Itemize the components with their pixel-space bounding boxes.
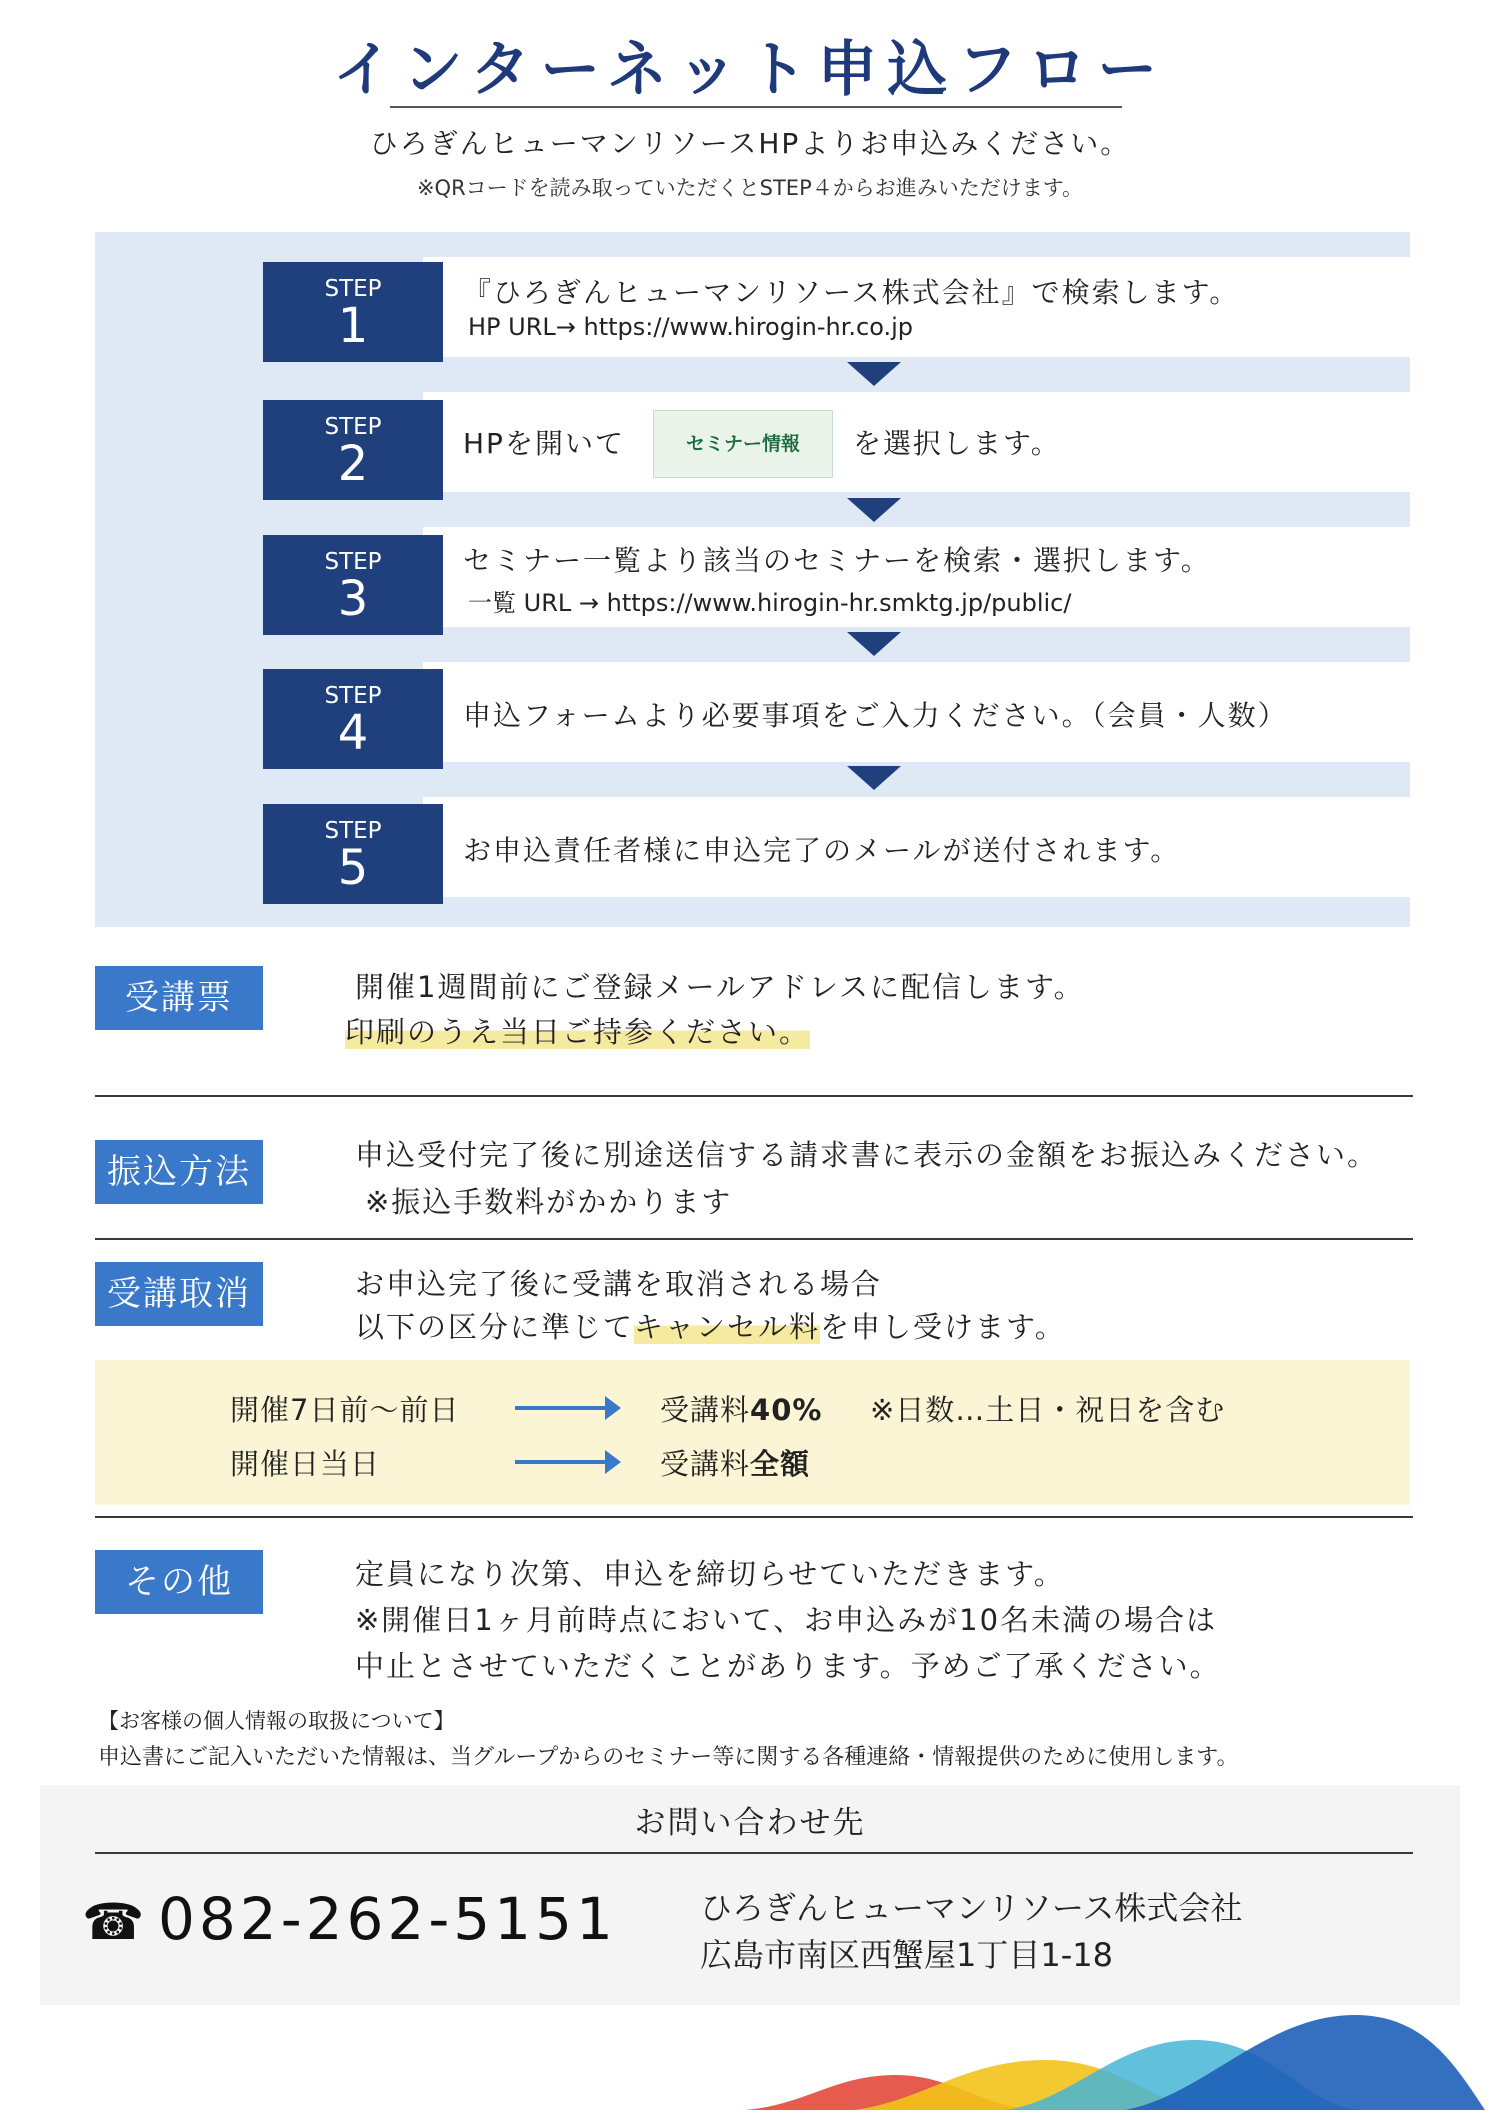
section-divider — [95, 1095, 1413, 1097]
step-4-badge — [263, 669, 443, 769]
other-line-2: ※開催日1ヶ月前時点において、お申込みが10名未満の場合は — [355, 1603, 1218, 1637]
step-number: 5 — [337, 840, 369, 896]
payment-badge: 振込方法 — [95, 1140, 263, 1204]
flow-arrow-icon — [847, 498, 901, 522]
cancel-fee-table — [95, 1360, 1410, 1505]
step-2-text-before: HPを開いて — [463, 427, 625, 460]
fee-value: 40% — [750, 1393, 823, 1427]
step-4-text: 申込フォームより必要事項をご入力ください。（会員・人数） — [463, 699, 1288, 732]
step-1-url[interactable]: HP URL→ https://www.hirogin-hr.co.jp — [468, 313, 914, 341]
step-number: 2 — [337, 436, 369, 492]
cancel-row-1-note: ※日数…土日・祝日を含む — [870, 1393, 1226, 1427]
privacy-heading: 【お客様の個人情報の取扱について】 — [98, 1709, 455, 1733]
fee-value: 全額 — [750, 1447, 811, 1481]
privacy-body: 申込書にご記入いただいた情報は、当グループからのセミナー等に関する各種連絡・情報提供のために使用します。 — [98, 1745, 1239, 1770]
flow-arrow-icon — [847, 362, 901, 386]
step-3-url[interactable]: 一覧 URL → https://www.hirogin-hr.smktg.jp/public/ — [468, 589, 1072, 617]
step-1-badge — [263, 262, 443, 362]
cancel-row-2-when: 開催日当日 — [230, 1447, 381, 1481]
step-label: STEP — [324, 549, 382, 575]
fee-label: 受講料 — [660, 1393, 751, 1427]
cancel-row-1-fee — [660, 1388, 822, 1429]
step-3-card — [423, 527, 1438, 627]
fee-label: 受講料 — [660, 1447, 751, 1481]
arrow-right-icon — [515, 1460, 615, 1464]
qr-note: ※QRコードを読み取っていただくとSTEP４からお進みいただけます。 — [416, 176, 1084, 200]
contact-divider — [95, 1852, 1413, 1854]
step-5-card — [423, 797, 1438, 897]
page-title: インターネット申込フロー — [332, 35, 1168, 105]
contact-address: 広島市南区西蟹屋1丁目1-18 — [700, 1936, 1113, 1974]
cancel-badge: 受講取消 — [95, 1262, 263, 1326]
cancel-line-2-before: 以下の区分に準じて — [355, 1310, 635, 1344]
ticket-highlight: 印刷のうえ当日ご持参ください。 — [345, 1015, 811, 1049]
ticket-line-1: 開催1週間前にご登録メールアドレスに配信します。 — [355, 970, 1085, 1004]
other-badge: その他 — [95, 1550, 263, 1614]
step-2-text-after: を選択します。 — [853, 427, 1061, 460]
other-line-3: 中止とさせていただくことがあります。予めご了承ください。 — [355, 1649, 1221, 1683]
seminar-info-button[interactable]: セミナー情報 — [653, 410, 833, 478]
telephone-icon: ☎ — [82, 1893, 145, 1951]
step-3-text: セミナー一覧より該当のセミナーを検索・選択します。 — [463, 544, 1211, 577]
cancel-row-2-fee — [660, 1442, 810, 1483]
step-label: STEP — [324, 683, 382, 709]
section-divider — [95, 1516, 1413, 1518]
step-label: STEP — [324, 818, 382, 844]
contact-company: ひろぎんヒューマンリソース株式会社 — [700, 1889, 1243, 1927]
flow-arrow-icon — [847, 632, 901, 656]
decorative-wave-logo — [745, 2005, 1485, 2115]
step-number: 3 — [337, 571, 369, 627]
ticket-line-2 — [345, 1010, 810, 1051]
other-line-1: 定員になり次第、申込を締切らせていただきます。 — [355, 1557, 1065, 1591]
step-2-badge — [263, 400, 443, 500]
step-5-badge — [263, 804, 443, 904]
payment-line-1: 申込受付完了後に別途送信する請求書に表示の金額をお振込みください。 — [355, 1138, 1379, 1172]
step-2-card — [423, 392, 1438, 492]
ticket-badge: 受講票 — [95, 966, 263, 1030]
step-label: STEP — [324, 276, 382, 302]
cancel-line-2 — [355, 1305, 1066, 1346]
intro-text: ひろぎんヒューマンリソースHPよりお申込みください。 — [369, 127, 1131, 160]
cancel-line-2-after: を申し受けます。 — [820, 1310, 1066, 1344]
flow-arrow-icon — [847, 766, 901, 790]
step-5-text: お申込責任者様に申込完了のメールが送付されます。 — [463, 834, 1181, 867]
payment-line-2: ※振込手数料がかかります — [365, 1185, 733, 1219]
cancel-row-1-when: 開催7日前〜前日 — [230, 1393, 460, 1427]
step-number: 4 — [337, 705, 369, 761]
step-1-card — [423, 257, 1438, 357]
step-4-card — [423, 662, 1438, 762]
section-divider — [95, 1238, 1413, 1240]
step-3-badge — [263, 535, 443, 635]
step-number: 1 — [337, 298, 369, 354]
contact-heading: お問い合わせ先 — [634, 1805, 866, 1841]
step-flow-panel — [95, 232, 1410, 927]
cancel-line-1: お申込完了後に受講を取消される場合 — [355, 1267, 883, 1301]
arrow-right-icon — [515, 1406, 615, 1410]
title-divider — [390, 106, 1122, 108]
step-label: STEP — [324, 414, 382, 440]
contact-phone[interactable]: 082-262-5151 — [158, 1885, 617, 1953]
cancel-fee-highlight: キャンセル料 — [634, 1310, 821, 1344]
step-1-text: 『ひろぎんヒューマンリソース株式会社』で検索します。 — [463, 276, 1240, 309]
